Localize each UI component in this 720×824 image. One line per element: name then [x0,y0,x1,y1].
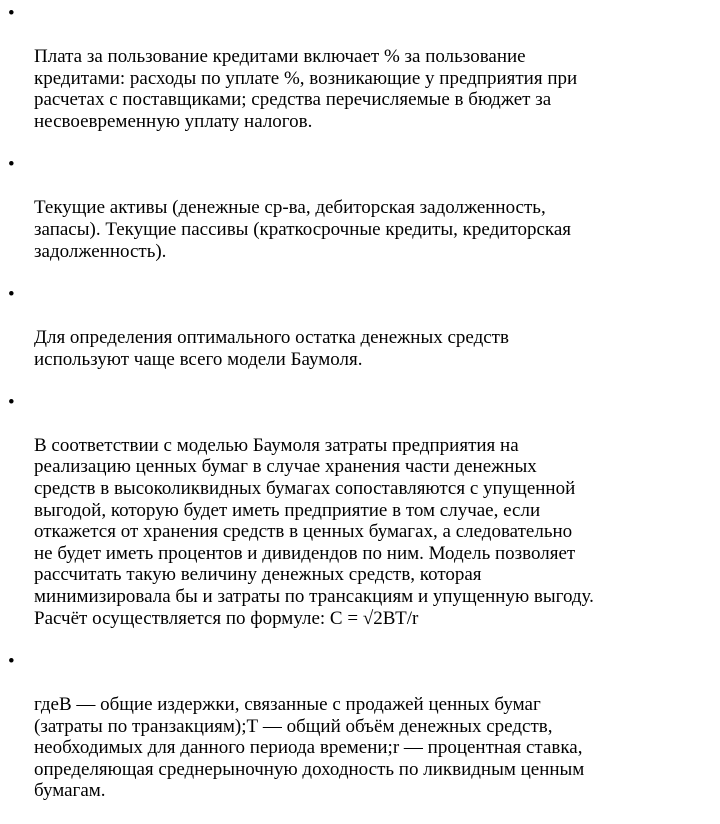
bullet-text: гдеВ — общие издержки, связанные с продажей ценных бумаг (затраты по транзакциям);Т — общий объём денежных средств, необходимых для данного периода времени;r — процентная ставка, определяющая среднерыночную доходность по ликвидным ценным бумагам. [34,694,585,802]
bullet-item-current-assets [8,154,714,284]
bullet-item-credit-fees [8,3,714,154]
bullet-marker: • [8,3,15,24]
bullet-marker: • [8,283,15,305]
bullet-item-baumol-usage [8,284,714,392]
bullet-marker: • [8,650,15,672]
bullet-item-baumol-model [8,392,714,651]
bullet-text: Текущие активы (денежные ср-ва, дебиторская задолженность, запасы). Текущие пассивы (краткосрочные кредиты, кредиторская задолженность). [34,197,572,262]
bullet-marker: • [8,154,15,176]
bullet-text: В соответствии с моделью Баумоля затраты предприятия на реализацию ценных бумаг в случае хранения части денежных средств в высоколиквидных бумагах сопоставляются с упущенной выгодой, которую будет иметь предприятие в том случае, если откажется от хранения средств в ценных бумагах, а следовательно не будет иметь процентов и дивидендов по ним. Модель позволяет рассчитать такую величину денежных средств, которая минимизировала бы и затраты по трансакциям и упущенную выгоду. Расчёт осуществляется по формуле: С = √2ВТ/r [34,434,594,629]
bullet-marker: • [8,391,15,413]
bullet-list [8,3,714,824]
bullet-text: Для определения оптимального остатка денежных средств используют чаще всего модели Баумоля. [34,326,509,370]
bullet-item-formula-definitions [8,651,714,824]
bullet-text: Плата за пользование кредитами включает % за пользование кредитами: расходы по уплате %, возникающие у предприятия при расчетах с поставщиками; средства перечисляемые в бюджет за несвоевременную уплату налогов. [34,46,578,132]
